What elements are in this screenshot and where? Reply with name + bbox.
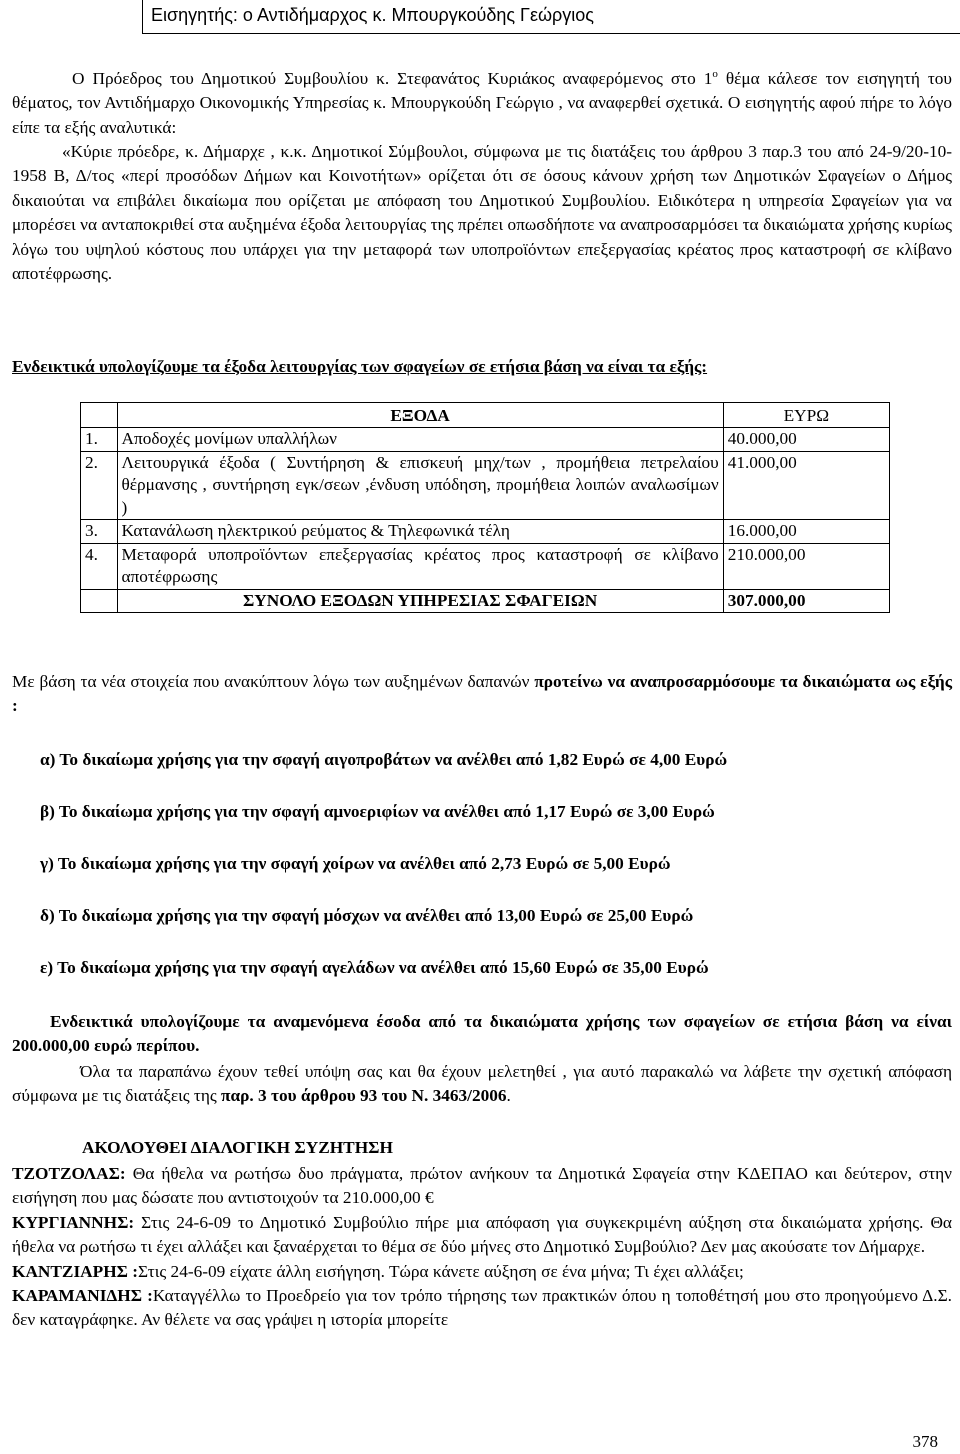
speaker-name: ΚΑΡΑΜΑΝΙΔΗΣ : (12, 1286, 153, 1306)
table-row (81, 543, 890, 589)
dialogue-block (12, 1162, 952, 1333)
speaker-name: ΚΥΡΓΙΑΝΝΗΣ: (12, 1212, 135, 1232)
table-header-row (81, 403, 890, 428)
fee-item: ε) Το δικαίωμα χρήσης για την σφαγή αγελάδων να ανέλθει από 15,60 Ευρώ σε 35,00 Ευρώ (40, 958, 709, 977)
table-row (81, 451, 890, 520)
closing-end: . (506, 1086, 511, 1106)
fee-item: γ) Το δικαίωμα χρήσης για την σφαγή χοίρων να ανέλθει από 2,73 Ευρώ σε 5,00 Ευρώ (40, 854, 671, 873)
proposal-bold: προτείνω να αναπροσαρμόσουμε τα δικαιώματα ως εξής : (12, 672, 952, 716)
row-number: 3. (81, 520, 118, 544)
intro-line1-end: θέμα (717, 68, 760, 88)
intro-rest: κάλεσε τον εισηγητή του θέματος, τον Αντιδήμαρχο Οικονομικής Υπηρεσίας κ. Μπουργκούδη Γεώργιο , να αναφερθεί σχετικά. Ο εισηγητής αφού πήρε το λόγο είπε τα εξής αναλυτικά: (12, 68, 952, 137)
intro-line1: Ο Πρόεδρος του Δημοτικού Συμβουλίου κ. Στεφανάτος Κυριάκος αναφερόμενος στο 1 (72, 68, 713, 88)
speaker-text: Καταγγέλλω το Προεδρείο για τον τρόπο τήρησης των πρακτικών όπου η τοποθέτησή μου στο προηγούμενο Δ.Σ. δεν καταγράφηκε. Αν θέλετε να σας γράψει η ιστορία μπορείτε (12, 1286, 952, 1330)
total-amount: 307.000,00 (723, 589, 889, 613)
row-amount: 40.000,00 (723, 428, 889, 452)
speaker-name: ΤΖΟΤΖΟΛΑΣ: (12, 1164, 126, 1183)
fee-item: δ) Το δικαίωμα χρήσης για την σφαγή μόσχων να ανέλθει από 13,00 Ευρώ σε 25,00 Ευρώ (40, 906, 694, 925)
speaker-text: Στις 24-6-09 είχατε άλλη εισήγηση. Τώρα κάνετε αύξηση σε ένα μήνα; Τι έχει αλλάξει; (138, 1261, 744, 1281)
row-amount: 41.000,00 (723, 451, 889, 520)
expenses-table (80, 402, 890, 613)
row-number: 1. (81, 428, 118, 452)
table-total-row (81, 589, 890, 613)
proposal-paragraph (12, 670, 952, 719)
row-description: Λειτουργικά έξοδα ( Συντήρηση & επισκευή μηχ/των , προμήθεια πετρελαίου θέρμανσης , συντήρηση εγκ/σεων ,ένδυση υπόδηση, προμήθεια λοιπών αναλωσίμων ) (117, 451, 723, 520)
page-number: 378 (912, 1432, 938, 1451)
discussion-heading: ΑΚΟΛΟΥΘΕΙ ΔΙΑΛΟΓΙΚΗ ΣΥΖΗΤΗΣΗ (82, 1138, 393, 1157)
estimate-heading: Ενδεικτικά υπολογίζουμε τα έξοδα λειτουργίας των σφαγείων σε ετήσια βάση να είναι τα εξής: (12, 357, 708, 376)
proposal-text: Με βάση τα νέα στοιχεία που ανακύπτουν λόγω των αυξημένων δαπανών (12, 672, 535, 691)
closing-paragraph (12, 1060, 952, 1109)
row-amount: 16.000,00 (723, 520, 889, 544)
row-description: Αποδοχές μονίμων υπαλλήλων (117, 428, 723, 452)
intro-speech: «Κύριε πρόεδρε, κ. Δήμαρχε , κ.κ. Δημοτικοί Σύμβουλοι, σύμφωνα με τις διατάξεις του άρθρου 3 παρ.3 του από 24-9/20-10-1958 Β, Δ/τος «περί προσόδων Δήμων και Κοινοτήτων» ορίζεται ότι σε όσους κάνουν χρήση των Δημοτικών Σφαγείων ο Δήμος δικαιούται να επιβάλει δικαίωμα που ορίζεται με απόφαση του Δημοτικού Συμβουλίου. Ειδικότερα η υπηρεσία Σφαγείων για να μπορέσει να ανταποκριθεί στα αυξημένα έξοδα λειτουργίας της πρέπει οπωσδήποτε να αναπροσαρμόσει τα δικαιώματα χρήσης κυρίως λόγω του υψηλού κόστους που υπάρχει για την μεταφορά των υποπροϊόντων επεξεργασίας κρέατος προς καταστροφή σε κλίβανο αποτέφρωσης. (12, 141, 952, 284)
table-row (81, 428, 890, 452)
revenue-paragraph: Ενδεικτικά υπολογίζουμε τα αναμενόμενα έσοδα από τα δικαιώματα χρήσης των σφαγείων σε ετήσια βάση να είναι 200.000,00 ευρώ περίπου. (12, 1012, 952, 1056)
table-row (81, 520, 890, 544)
col-header-expenses: ΕΞΟΔΑ (117, 403, 723, 428)
col-header-euro: ΕΥΡΩ (723, 403, 889, 428)
header-title: Εισηγητής: ο Αντιδήμαρχος κ. Μπουργκούδης Γεώργιος (151, 5, 594, 25)
closing-text: Όλα τα παραπάνω έχουν τεθεί υπόψη σας και θα έχουν μελετηθεί , για αυτό παρακαλώ να λάβετε την σχετική απόφαση σύμφωνα με τις διατάξεις της (12, 1062, 952, 1106)
intro-superscript: ο (712, 68, 718, 80)
fee-item: β) Το δικαίωμα χρήσης για την σφαγή αμνοεριφίων να ανέλθει από 1,17 Ευρώ σε 3,00 Ευρώ (40, 802, 715, 821)
speaker-text: Θα ήθελα να ρωτήσω δυο πράγματα, πρώτον ανήκουν τα Δημοτικά Σφαγεία στην ΚΔΕΠΑΟ και δεύτερον, στην εισήγηση που μας δώσατε που αντιστοιχούν τα 210.000,00 € (12, 1164, 952, 1208)
speaker-name: ΚΑΝΤΖΙΑΡΗΣ : (12, 1261, 139, 1281)
row-number: 2. (81, 451, 118, 520)
total-label: ΣΥΝΟΛΟ ΕΞΟΔΩΝ ΥΠΗΡΕΣΙΑΣ ΣΦΑΓΕΙΩΝ (117, 589, 723, 613)
row-number: 4. (81, 543, 118, 589)
row-description: Μεταφορά υποπροϊόντων επεξεργασίας κρέατος προς καταστροφή σε κλίβανο αποτέφρωσης (117, 543, 723, 589)
intro-paragraph (12, 62, 952, 286)
row-amount: 210.000,00 (723, 543, 889, 589)
document-header (142, 0, 960, 34)
speaker-text: Στις 24-6-09 το Δημοτικό Συμβούλιο πήρε μια απόφαση για συγκεκριμένη αύξηση στα δικαιώματα χρήσης. Θα ήθελα να ρωτήσω τι έχει αλλάξει και ξαναέρχεται το θέμα σε δύο μήνες στο Δημοτικό Συμβούλιο? Δεν μας ακούσατε τον Δήμαρχε. (12, 1212, 952, 1257)
row-description: Κατανάλωση ηλεκτρικού ρεύματος & Τηλεφωνικά τέλη (117, 520, 723, 544)
fee-item: α) Το δικαίωμα χρήσης για την σφαγή αιγοπροβάτων να ανέλθει από 1,82 Ευρώ σε 4,00 Ευρώ (40, 750, 728, 769)
closing-law-reference: παρ. 3 του άρθρου 93 του Ν. 3463/2006 (221, 1086, 507, 1106)
